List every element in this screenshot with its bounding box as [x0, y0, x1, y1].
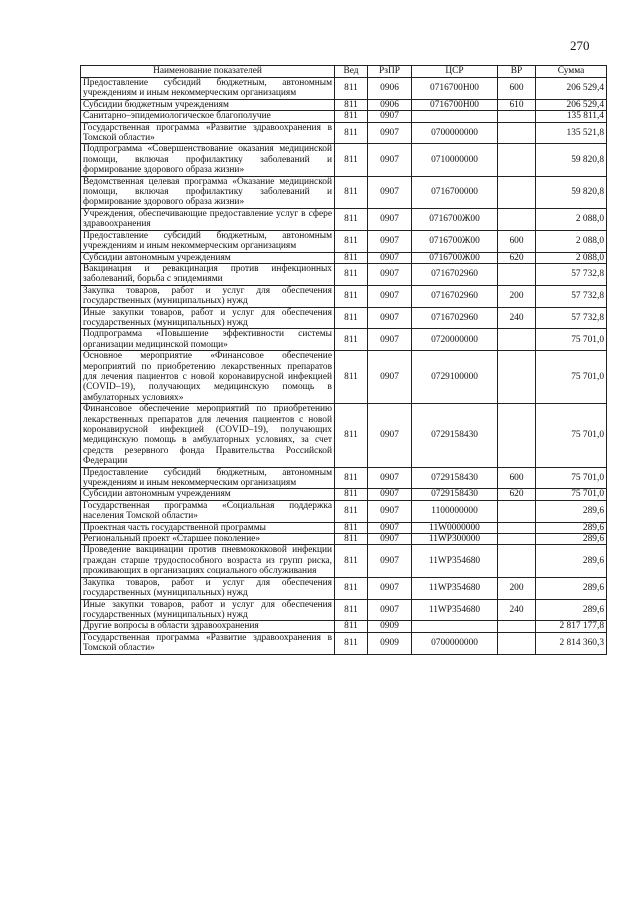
cell-ved: 811	[335, 522, 368, 533]
cell-rzpr: 0907	[368, 467, 412, 489]
cell-vr	[498, 534, 536, 545]
cell-ved: 811	[335, 621, 368, 632]
cell-ved: 811	[335, 577, 368, 599]
table-row	[81, 599, 607, 621]
cell-ved: 811	[335, 230, 368, 252]
cell-rzpr: 0907	[368, 522, 412, 533]
table-row	[81, 404, 607, 467]
cell-rzpr: 0907	[368, 577, 412, 599]
cell-sum: 289,6	[536, 577, 607, 599]
table-row	[81, 285, 607, 307]
cell-rzpr: 0907	[368, 351, 412, 404]
cell-rzpr: 0907	[368, 404, 412, 467]
table-row	[81, 176, 607, 208]
cell-name: Финансовое обеспечение мероприятий по приобретению лекарственных препаратов для лечения пациентов с новой коронавирусной инфекцией (COVID–19), получающих медицинскую помощь в амбулаторных условиях, за счет средств резервного фонда Правительства Российской Федерации	[81, 404, 335, 467]
cell-ved: 811	[335, 176, 368, 208]
cell-vr: 600	[498, 78, 536, 100]
cell-sum: 2 088,0	[536, 252, 607, 263]
cell-ved: 811	[335, 467, 368, 489]
cell-vr: 600	[498, 467, 536, 489]
cell-rzpr: 0907	[368, 144, 412, 176]
cell-ved: 811	[335, 252, 368, 263]
table-row	[81, 329, 607, 351]
table-row	[81, 144, 607, 176]
cell-sum: 75 701,0	[536, 404, 607, 467]
cell-csr: 11WP300000	[412, 534, 498, 545]
cell-vr: 200	[498, 285, 536, 307]
cell-rzpr: 0907	[368, 122, 412, 144]
cell-name: Региональный проект «Старшее поколение»	[81, 534, 335, 545]
cell-rzpr: 0906	[368, 99, 412, 110]
cell-csr: 0700000000	[412, 632, 498, 654]
cell-name: Проектная часть государственной программы	[81, 522, 335, 533]
cell-sum: 57 732,8	[536, 307, 607, 329]
cell-vr	[498, 500, 536, 522]
cell-ved: 811	[335, 534, 368, 545]
cell-vr	[498, 329, 536, 351]
cell-csr: 0716700Н00	[412, 99, 498, 110]
cell-name: Ведомственная целевая программа «Оказание медицинской помощи, включая профилактику заболеваний и формирование здорового образа жизни»	[81, 176, 335, 208]
table-row	[81, 467, 607, 489]
cell-vr: 200	[498, 577, 536, 599]
cell-vr: 610	[498, 99, 536, 110]
cell-sum: 75 701,0	[536, 351, 607, 404]
cell-csr: 0716700Ж00	[412, 252, 498, 263]
cell-csr: 0720000000	[412, 329, 498, 351]
table-row	[81, 99, 607, 110]
cell-vr	[498, 208, 536, 230]
cell-vr	[498, 122, 536, 144]
cell-vr	[498, 144, 536, 176]
cell-csr: 0729158430	[412, 489, 498, 500]
cell-csr: 0729158430	[412, 404, 498, 467]
cell-vr	[498, 632, 536, 654]
cell-sum: 2 814 360,3	[536, 632, 607, 654]
header-csr: ЦСР	[412, 66, 498, 78]
cell-csr: 11WP354680	[412, 599, 498, 621]
cell-vr: 620	[498, 252, 536, 263]
cell-name: Вакцинация и ревакцинация против инфекционных заболеваний, борьба с эпидемиями	[81, 263, 335, 285]
cell-csr: 0729158430	[412, 467, 498, 489]
page-number: 270	[570, 38, 590, 53]
cell-rzpr: 0907	[368, 111, 412, 122]
cell-name: Подпрограмма «Совершенствование оказания медицинской помощи, включая профилактику заболеваний и формирование здорового образа жизни»	[81, 144, 335, 176]
cell-name: Предоставление субсидий бюджетным, автономным учреждениям и иным некоммерческим организациям	[81, 78, 335, 100]
cell-csr: 11WP354680	[412, 577, 498, 599]
cell-rzpr: 0907	[368, 263, 412, 285]
cell-csr: 11WP354680	[412, 545, 498, 577]
cell-csr: 0716702960	[412, 263, 498, 285]
cell-name: Подпрограмма «Повышение эффективности системы организации медицинской помощи»	[81, 329, 335, 351]
cell-rzpr: 0909	[368, 621, 412, 632]
cell-name: Иные закупки товаров, работ и услуг для обеспечения государственных (муниципальных) нужд	[81, 599, 335, 621]
table-body	[81, 78, 607, 655]
table-row	[81, 351, 607, 404]
cell-csr: 0710000000	[412, 144, 498, 176]
cell-ved: 811	[335, 285, 368, 307]
header-sum: Сумма	[536, 66, 607, 78]
table-row	[81, 500, 607, 522]
cell-vr	[498, 351, 536, 404]
cell-vr	[498, 176, 536, 208]
table-row	[81, 577, 607, 599]
cell-csr: 0700000000	[412, 122, 498, 144]
cell-name: Субсидии автономным учреждениям	[81, 489, 335, 500]
cell-vr	[498, 263, 536, 285]
cell-rzpr: 0907	[368, 545, 412, 577]
cell-name: Санитарно–эпидемиологическое благополучие	[81, 111, 335, 122]
table-row	[81, 621, 607, 632]
cell-vr	[498, 522, 536, 533]
table-row	[81, 263, 607, 285]
cell-sum: 289,6	[536, 534, 607, 545]
cell-sum: 75 701,0	[536, 329, 607, 351]
cell-csr: 0716702960	[412, 285, 498, 307]
header-ved: Вед	[335, 66, 368, 78]
cell-vr	[498, 621, 536, 632]
cell-sum: 289,6	[536, 522, 607, 533]
cell-vr	[498, 111, 536, 122]
cell-name: Основное мероприятие «Финансовое обеспечение мероприятий по приобретению лекарственных препаратов для лечения пациентов с новой коронавирусной инфекцией (COVID–19), получающих медицинскую помощь в амбулаторных условиях»	[81, 351, 335, 404]
cell-sum: 206 529,4	[536, 78, 607, 100]
cell-sum: 289,6	[536, 500, 607, 522]
cell-ved: 811	[335, 122, 368, 144]
cell-csr: 0716702960	[412, 307, 498, 329]
cell-csr: 0716700000	[412, 176, 498, 208]
cell-name: Другие вопросы в области здравоохранения	[81, 621, 335, 632]
cell-sum: 206 529,4	[536, 99, 607, 110]
cell-ved: 811	[335, 208, 368, 230]
table-row	[81, 534, 607, 545]
cell-name: Субсидии бюджетным учреждениям	[81, 99, 335, 110]
cell-ved: 811	[335, 307, 368, 329]
table-row	[81, 122, 607, 144]
cell-ved: 811	[335, 489, 368, 500]
table-row	[81, 78, 607, 100]
cell-ved: 811	[335, 545, 368, 577]
cell-ved: 811	[335, 404, 368, 467]
cell-ved: 811	[335, 111, 368, 122]
table-row	[81, 522, 607, 533]
cell-ved: 811	[335, 329, 368, 351]
cell-rzpr: 0906	[368, 78, 412, 100]
cell-rzpr: 0909	[368, 632, 412, 654]
cell-ved: 811	[335, 78, 368, 100]
cell-sum: 289,6	[536, 599, 607, 621]
cell-csr: 0716700Ж00	[412, 208, 498, 230]
header-vr: ВР	[498, 66, 536, 78]
cell-csr: 0716700Н00	[412, 78, 498, 100]
table-row	[81, 489, 607, 500]
header-rzpr: РзПР	[368, 66, 412, 78]
cell-vr: 620	[498, 489, 536, 500]
cell-ved: 811	[335, 99, 368, 110]
cell-sum: 59 820,8	[536, 144, 607, 176]
cell-rzpr: 0907	[368, 176, 412, 208]
cell-rzpr: 0907	[368, 329, 412, 351]
cell-vr: 600	[498, 230, 536, 252]
cell-name: Государственная программа «Социальная поддержка населения Томской области»	[81, 500, 335, 522]
table-row	[81, 545, 607, 577]
cell-vr: 240	[498, 599, 536, 621]
budget-table	[80, 65, 607, 655]
cell-csr: 0729100000	[412, 351, 498, 404]
cell-sum: 289,6	[536, 545, 607, 577]
cell-name: Субсидии автономным учреждениям	[81, 252, 335, 263]
cell-name: Государственная программа «Развитие здравоохранения в Томской области»	[81, 632, 335, 654]
cell-csr: 1100000000	[412, 500, 498, 522]
table-row	[81, 230, 607, 252]
cell-sum: 75 701,0	[536, 489, 607, 500]
table-row	[81, 632, 607, 654]
cell-name: Закупка товаров, работ и услуг для обеспечения государственных (муниципальных) нужд	[81, 577, 335, 599]
cell-sum: 59 820,8	[536, 176, 607, 208]
cell-rzpr: 0907	[368, 208, 412, 230]
cell-rzpr: 0907	[368, 599, 412, 621]
cell-sum: 57 732,8	[536, 263, 607, 285]
cell-rzpr: 0907	[368, 534, 412, 545]
table-row	[81, 252, 607, 263]
cell-name: Проведение вакцинации против пневмококковой инфекции граждан старше трудоспособного возраста из групп риска, проживающих в организациях социального обслуживания	[81, 545, 335, 577]
cell-rzpr: 0907	[368, 500, 412, 522]
cell-ved: 811	[335, 632, 368, 654]
cell-rzpr: 0907	[368, 230, 412, 252]
cell-ved: 811	[335, 500, 368, 522]
cell-rzpr: 0907	[368, 489, 412, 500]
cell-sum: 135 521,8	[536, 122, 607, 144]
cell-sum: 57 732,8	[536, 285, 607, 307]
cell-ved: 811	[335, 351, 368, 404]
cell-sum: 2 088,0	[536, 230, 607, 252]
cell-csr	[412, 621, 498, 632]
cell-rzpr: 0907	[368, 307, 412, 329]
cell-csr: 0716700Ж00	[412, 230, 498, 252]
cell-ved: 811	[335, 599, 368, 621]
table-header-row	[81, 66, 607, 78]
table-row	[81, 307, 607, 329]
cell-name: Предоставление субсидий бюджетным, автономным учреждениям и иным некоммерческим организациям	[81, 467, 335, 489]
cell-rzpr: 0907	[368, 285, 412, 307]
cell-sum: 75 701,0	[536, 467, 607, 489]
cell-name: Учреждения, обеспечивающие предоставление услуг в сфере здравоохранения	[81, 208, 335, 230]
cell-vr: 240	[498, 307, 536, 329]
cell-name: Государственная программа «Развитие здравоохранения в Томской области»	[81, 122, 335, 144]
cell-rzpr: 0907	[368, 252, 412, 263]
table-row	[81, 208, 607, 230]
cell-name: Иные закупки товаров, работ и услуг для обеспечения государственных (муниципальных) нужд	[81, 307, 335, 329]
cell-name: Предоставление субсидий бюджетным, автономным учреждениям и иным некоммерческим организациям	[81, 230, 335, 252]
cell-csr: 11W0000000	[412, 522, 498, 533]
table-row	[81, 111, 607, 122]
cell-vr	[498, 404, 536, 467]
cell-name: Закупка товаров, работ и услуг для обеспечения государственных (муниципальных) нужд	[81, 285, 335, 307]
cell-sum: 135 811,4	[536, 111, 607, 122]
cell-sum: 2 817 177,8	[536, 621, 607, 632]
cell-ved: 811	[335, 263, 368, 285]
header-name: Наименование показателей	[81, 66, 335, 78]
cell-sum: 2 088,0	[536, 208, 607, 230]
cell-csr	[412, 111, 498, 122]
cell-ved: 811	[335, 144, 368, 176]
cell-vr	[498, 545, 536, 577]
